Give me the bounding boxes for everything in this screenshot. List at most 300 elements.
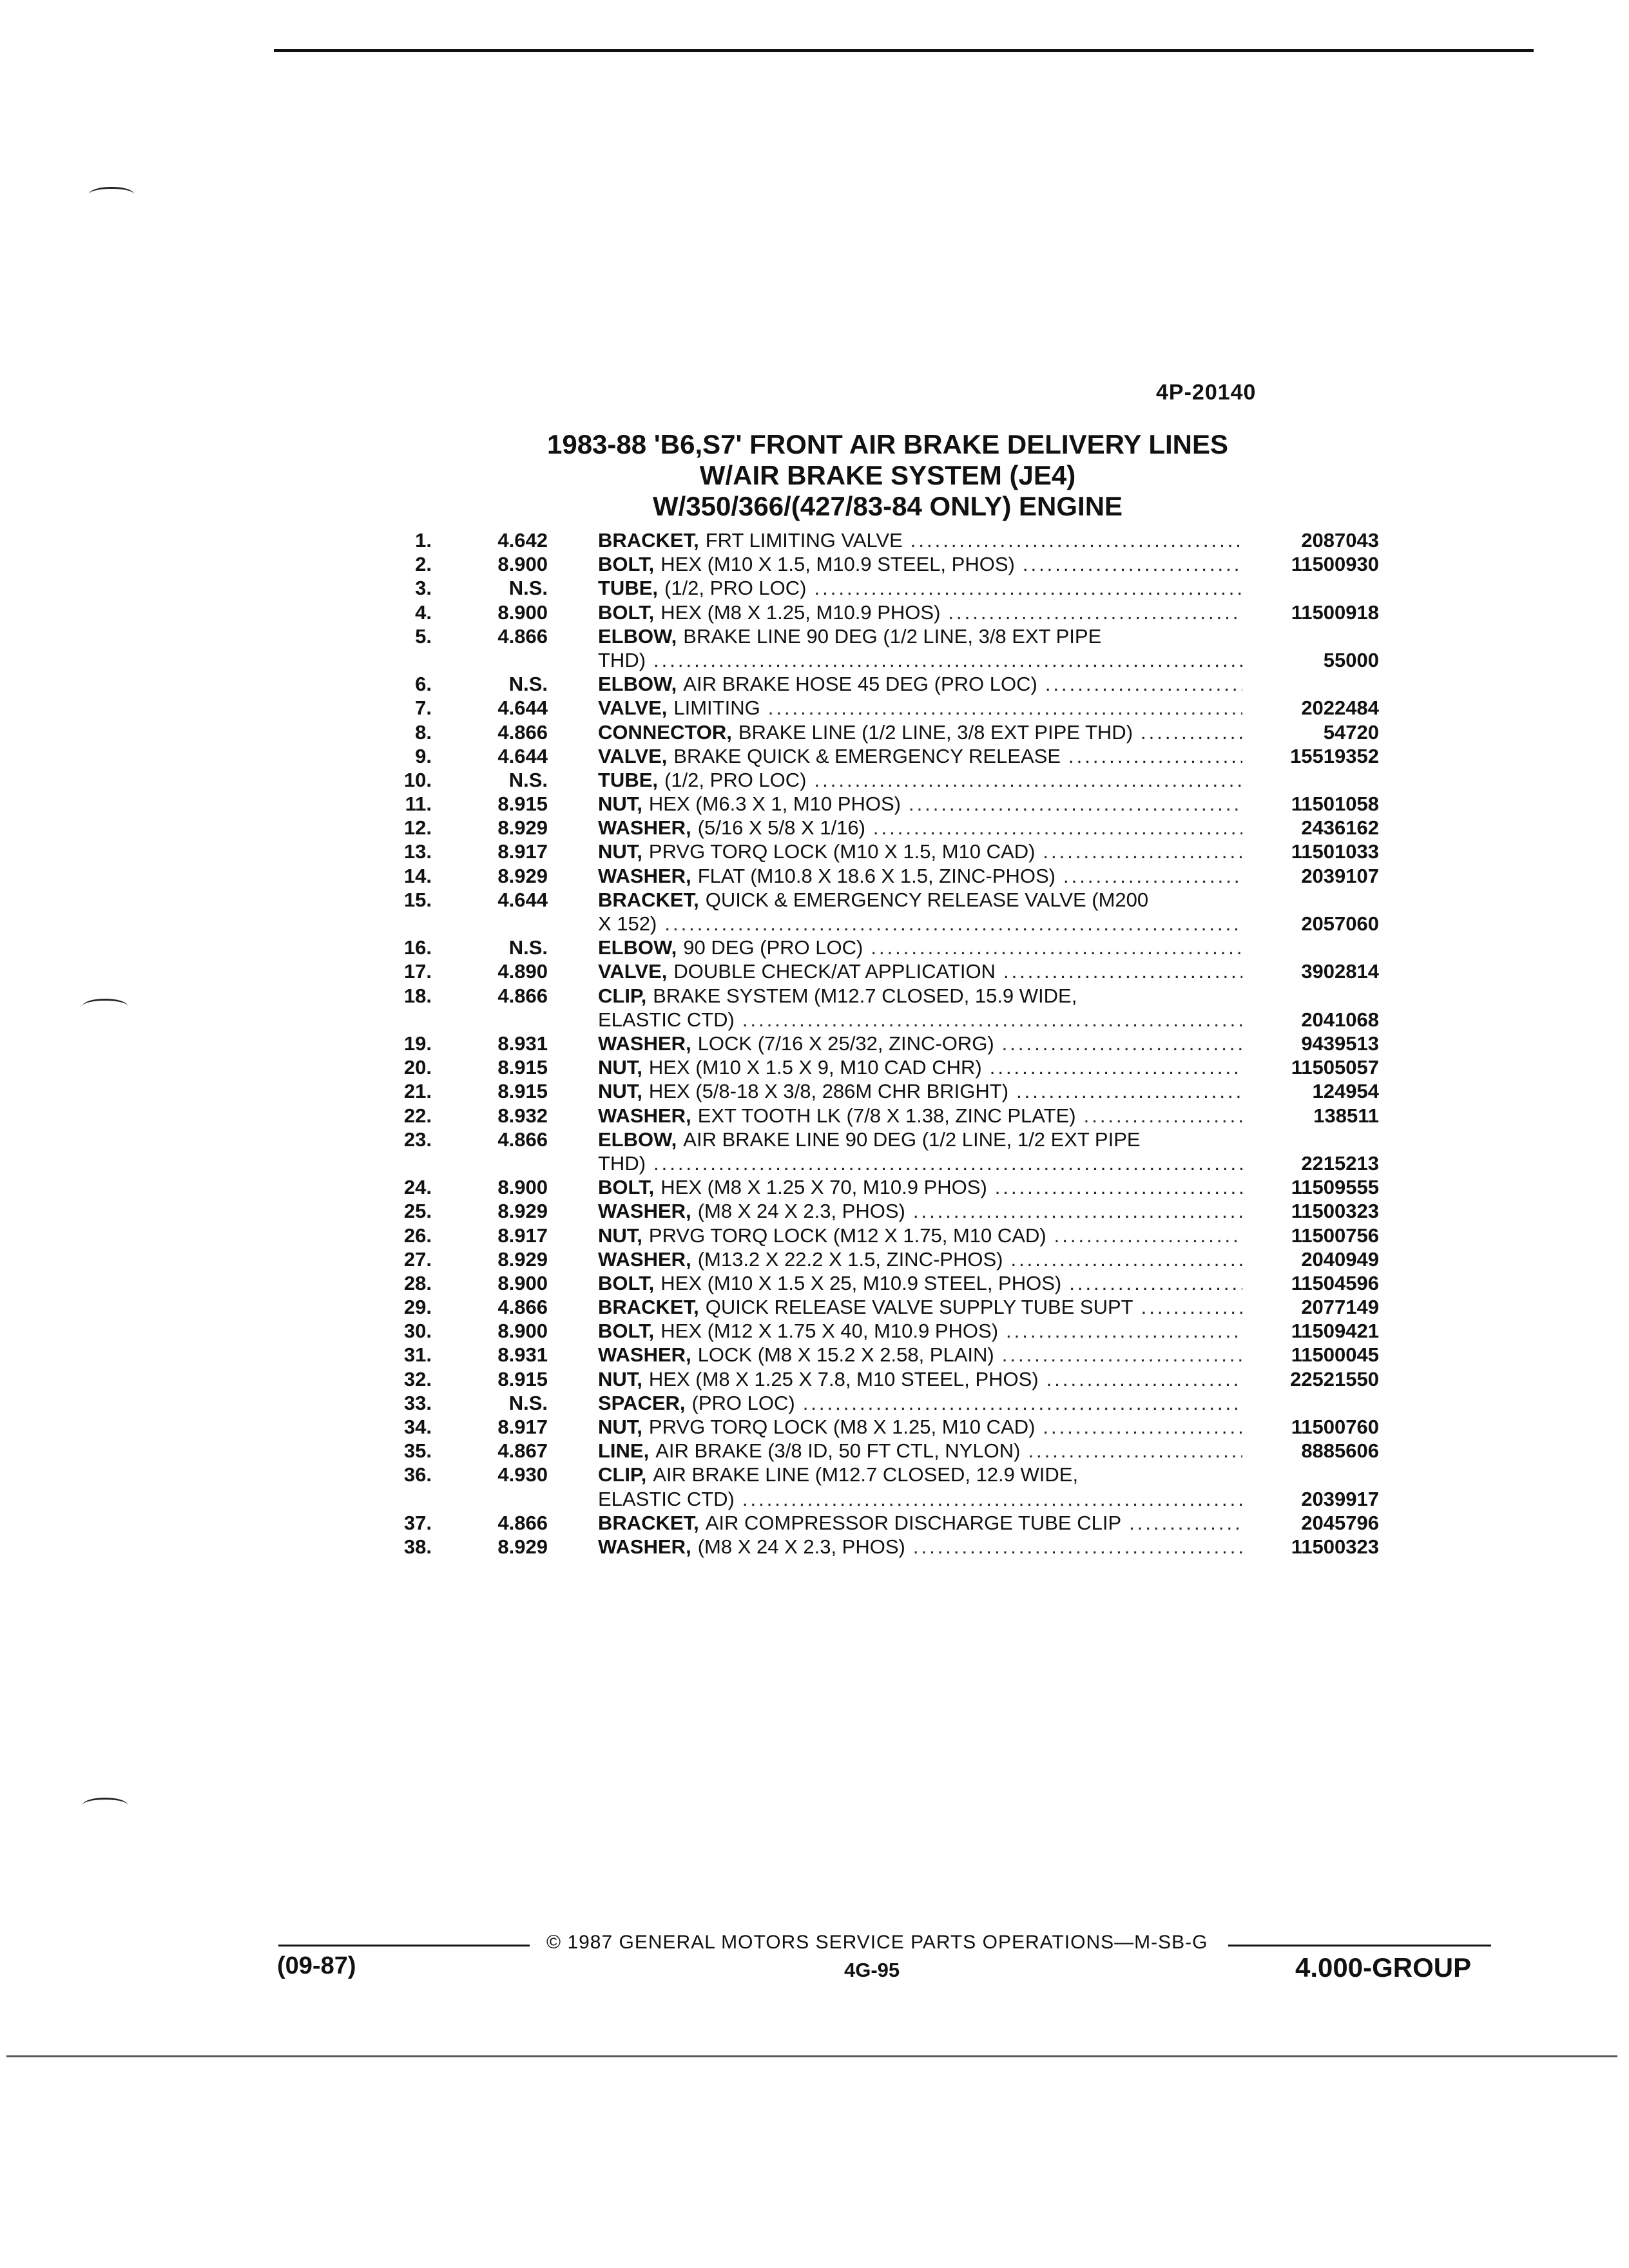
binder-hole-mark <box>82 1798 128 1812</box>
part-number: 2040949 <box>1301 1247 1379 1271</box>
item-number: 1. <box>415 529 432 552</box>
part-detail: AIR BRAKE (3/8 ID, 50 FT CTL, NYLON) <box>655 1439 1021 1463</box>
part-detail: FRT LIMITING VALVE <box>705 529 903 552</box>
part-detail: HEX (M10 X 1.5 X 25, M10.9 STEEL, PHOS) <box>660 1271 1062 1294</box>
part-row <box>0 1104 1629 1128</box>
dot-leader <box>1003 959 1242 983</box>
dot-leader <box>815 576 1243 600</box>
part-description <box>598 1535 1242 1559</box>
part-number: 2436162 <box>1301 816 1379 840</box>
dot-leader <box>1084 1104 1242 1128</box>
item-number: 24. <box>403 1176 432 1199</box>
part-name: WASHER, <box>598 1104 691 1127</box>
item-number: 7. <box>415 697 432 720</box>
part-name: WASHER, <box>598 1343 691 1367</box>
part-number: 11509555 <box>1291 1176 1379 1199</box>
part-detail: (1/2, PRO LOC) <box>664 768 807 791</box>
part-description <box>598 1079 1242 1103</box>
part-row <box>0 1439 1629 1463</box>
binder-hole-mark <box>89 187 134 202</box>
part-name: VALVE, <box>598 744 668 767</box>
part-description <box>598 1415 1242 1439</box>
part-description <box>598 576 1242 600</box>
part-row <box>0 528 1629 552</box>
part-name: VALVE, <box>598 960 668 983</box>
item-number: 38. <box>403 1535 432 1558</box>
group-code: 8.929 <box>497 1535 548 1558</box>
dot-leader <box>653 1151 1242 1175</box>
top-rule <box>274 49 1534 52</box>
item-number: 5. <box>415 624 432 648</box>
group-code: 4.866 <box>497 720 548 744</box>
dot-leader <box>909 792 1242 816</box>
dot-leader <box>1045 672 1242 696</box>
part-row <box>0 768 1629 792</box>
dot-leader <box>1141 1295 1242 1319</box>
group-code: N.S. <box>508 936 548 959</box>
footer-rule-right <box>1228 1945 1491 1946</box>
part-description <box>598 696 1242 720</box>
dot-leader <box>911 528 1242 552</box>
dot-leader <box>1063 864 1242 888</box>
dot-leader <box>873 816 1242 840</box>
item-number: 35. <box>403 1439 432 1463</box>
part-name: BOLT, <box>598 1271 655 1294</box>
part-detail: EXT TOOTH LK (7/8 X 1.38, ZINC PLATE) <box>697 1104 1076 1127</box>
page-number: 4G-95 <box>844 1959 900 1981</box>
item-number: 29. <box>403 1296 432 1319</box>
part-row <box>0 1247 1629 1271</box>
item-number: 21. <box>403 1080 432 1103</box>
part-detail: 90 DEG (PRO LOC) <box>683 936 863 959</box>
part-description <box>598 1247 1242 1271</box>
part-row <box>0 1055 1629 1079</box>
part-name: BOLT, <box>598 553 655 576</box>
dot-leader <box>1046 1367 1242 1391</box>
dot-leader <box>664 912 1242 936</box>
group-code: N.S. <box>508 1391 548 1414</box>
dot-leader <box>742 1008 1242 1032</box>
part-row <box>0 720 1629 744</box>
group-code: 8.917 <box>497 1416 548 1438</box>
part-row <box>0 1128 1629 1175</box>
dot-leader <box>803 1391 1242 1415</box>
part-detail: (M8 X 24 X 2.3, PHOS) <box>697 1535 905 1558</box>
part-detail: LIMITING <box>673 697 760 720</box>
part-name: LINE, <box>598 1439 650 1463</box>
part-description <box>598 528 1242 552</box>
part-row <box>0 1367 1629 1391</box>
dot-leader <box>1006 1319 1242 1343</box>
part-detail-continued: ELASTIC CTD) <box>598 1008 735 1031</box>
part-description <box>598 1128 1242 1175</box>
part-number: 11500045 <box>1291 1343 1379 1367</box>
part-description <box>598 1343 1242 1367</box>
part-description <box>598 1511 1242 1535</box>
dot-leader <box>768 696 1242 720</box>
part-number: 11500756 <box>1291 1224 1379 1247</box>
item-number: 22. <box>403 1104 432 1127</box>
part-description <box>598 1224 1242 1247</box>
part-row <box>0 744 1629 768</box>
part-description <box>598 720 1242 744</box>
part-row <box>0 1463 1629 1510</box>
part-detail: AIR BRAKE HOSE 45 DEG (PRO LOC) <box>683 673 1037 696</box>
part-name: BOLT, <box>598 601 655 624</box>
part-description <box>598 672 1242 696</box>
item-number: 31. <box>403 1343 432 1367</box>
part-description <box>598 1319 1242 1343</box>
part-description <box>598 984 1242 1032</box>
dot-leader <box>1023 552 1242 576</box>
part-row <box>0 888 1629 936</box>
part-name: WASHER, <box>598 1247 691 1271</box>
group-code: 8.929 <box>497 816 548 840</box>
part-row <box>0 552 1629 576</box>
dot-leader <box>742 1487 1242 1511</box>
part-detail: BRAKE LINE 90 DEG (1/2 LINE, 3/8 EXT PIPE <box>683 624 1102 648</box>
item-number: 8. <box>415 720 432 744</box>
item-number: 19. <box>403 1032 432 1055</box>
parts-list <box>0 528 1629 1559</box>
part-description <box>598 936 1242 959</box>
item-number: 4. <box>415 601 432 624</box>
dot-leader <box>653 648 1242 672</box>
item-number: 12. <box>403 816 432 840</box>
item-number: 3. <box>415 577 432 600</box>
part-description <box>598 624 1242 672</box>
part-detail: AIR COMPRESSOR DISCHARGE TUBE CLIP <box>705 1511 1122 1534</box>
group-code: 8.929 <box>497 1247 548 1271</box>
part-detail-continued: THD) <box>598 1151 646 1175</box>
part-detail: (M8 X 24 X 2.3, PHOS) <box>697 1200 905 1223</box>
item-number: 13. <box>403 840 432 863</box>
group-code: 4.866 <box>497 984 548 1007</box>
part-name: CLIP, <box>598 984 647 1007</box>
part-detail: LOCK (7/16 X 25/32, ZINC-ORG) <box>697 1032 994 1055</box>
group-code: 8.929 <box>497 1200 548 1223</box>
part-detail: BRAKE QUICK & EMERGENCY RELEASE <box>673 744 1061 767</box>
part-row <box>0 1415 1629 1439</box>
part-row <box>0 1175 1629 1199</box>
part-name: BRACKET, <box>598 888 699 911</box>
part-detail: PRVG TORQ LOCK (M12 X 1.75, M10 CAD) <box>648 1224 1046 1247</box>
part-number: 9439513 <box>1301 1032 1379 1055</box>
part-number: 2039917 <box>1301 1487 1379 1510</box>
part-number: 11504596 <box>1291 1271 1379 1294</box>
part-row <box>0 1511 1629 1535</box>
part-detail: BRAKE SYSTEM (M12.7 CLOSED, 15.9 WIDE, <box>653 984 1077 1007</box>
part-detail: (1/2, PRO LOC) <box>664 577 807 600</box>
part-detail: HEX (5/8-18 X 3/8, 286M CHR BRIGHT) <box>648 1080 1009 1103</box>
item-number: 30. <box>403 1320 432 1343</box>
part-name: SPACER, <box>598 1391 686 1414</box>
dot-leader <box>1010 1247 1242 1271</box>
part-row <box>0 816 1629 840</box>
part-name: BRACKET, <box>598 529 699 552</box>
part-description <box>598 1032 1242 1055</box>
dot-leader <box>1068 744 1242 768</box>
item-number: 32. <box>403 1367 432 1390</box>
dot-leader <box>1016 1079 1242 1103</box>
item-number: 17. <box>403 960 432 983</box>
part-row <box>0 936 1629 959</box>
group-code: 4.866 <box>497 1296 548 1319</box>
dot-leader <box>815 768 1243 792</box>
group-code: 4.867 <box>497 1439 548 1463</box>
dot-leader <box>995 1175 1242 1199</box>
part-detail: FLAT (M10.8 X 18.6 X 1.5, ZINC-PHOS) <box>697 864 1055 887</box>
part-description <box>598 816 1242 840</box>
part-detail: DOUBLE CHECK/AT APPLICATION <box>673 960 996 983</box>
part-name: ELBOW, <box>598 936 677 959</box>
part-row <box>0 1295 1629 1319</box>
group-code: N.S. <box>508 673 548 696</box>
part-detail: HEX (M10 X 1.5, M10.9 STEEL, PHOS) <box>660 553 1015 576</box>
part-name: ELBOW, <box>598 624 677 648</box>
dot-leader <box>1069 1271 1242 1295</box>
part-name: BRACKET, <box>598 1511 699 1534</box>
part-detail: HEX (M8 X 1.25 X 7.8, M10 STEEL, PHOS) <box>648 1367 1039 1390</box>
part-number: 11505057 <box>1291 1056 1379 1079</box>
part-row <box>0 1271 1629 1295</box>
item-number: 23. <box>403 1128 432 1151</box>
part-name: NUT, <box>598 1056 642 1079</box>
part-description <box>598 744 1242 768</box>
part-description <box>598 792 1242 816</box>
part-row <box>0 601 1629 624</box>
part-detail: AIR BRAKE LINE 90 DEG (1/2 LINE, 1/2 EXT PIPE <box>683 1128 1141 1151</box>
part-name: TUBE, <box>598 768 658 791</box>
part-detail: BRAKE LINE (1/2 LINE, 3/8 EXT PIPE THD) <box>738 720 1133 744</box>
part-row <box>0 1224 1629 1247</box>
group-code: 4.866 <box>497 624 548 648</box>
page-title-line-3: W/350/366/(427/83-84 ONLY) ENGINE <box>652 491 1123 521</box>
item-number: 11. <box>405 793 432 816</box>
group-code: 4.930 <box>497 1463 548 1486</box>
part-detail-continued: X 152) <box>598 912 657 936</box>
group-code: 8.900 <box>497 1271 548 1294</box>
item-number: 26. <box>403 1224 432 1247</box>
part-description <box>598 1439 1242 1463</box>
part-row <box>0 696 1629 720</box>
revision-date: (09-87) <box>277 1952 356 1979</box>
group-code: 4.866 <box>497 1128 548 1151</box>
dot-leader <box>871 936 1242 959</box>
part-description <box>598 768 1242 792</box>
dot-leader <box>990 1055 1242 1079</box>
part-number: 2087043 <box>1301 529 1379 552</box>
part-row <box>0 959 1629 983</box>
part-number: 11500760 <box>1291 1416 1379 1438</box>
part-number: 11501058 <box>1291 793 1379 816</box>
part-description <box>598 601 1242 624</box>
part-number: 2039107 <box>1301 864 1379 887</box>
group-code: 8.900 <box>497 1320 548 1343</box>
part-row <box>0 1032 1629 1055</box>
part-detail-continued: ELASTIC CTD) <box>598 1487 735 1510</box>
part-detail: QUICK & EMERGENCY RELEASE VALVE (M200 <box>705 888 1149 911</box>
part-name: NUT, <box>598 1367 642 1390</box>
part-row <box>0 1535 1629 1559</box>
group-code: 8.931 <box>497 1343 548 1367</box>
part-name: BRACKET, <box>598 1296 699 1319</box>
part-name: ELBOW, <box>598 1128 677 1151</box>
part-number: 2022484 <box>1301 697 1379 720</box>
part-row <box>0 792 1629 816</box>
group-code: 4.644 <box>497 888 548 911</box>
copyright-notice: © 1987 GENERAL MOTORS SERVICE PARTS OPERATIONS—M-SB-G <box>546 1932 1208 1953</box>
bottom-rule <box>6 2055 1617 2057</box>
document-id: 4P-20140 <box>1156 380 1257 405</box>
part-row <box>0 984 1629 1032</box>
item-number: 25. <box>403 1200 432 1223</box>
part-number: 11509421 <box>1291 1320 1379 1343</box>
part-row <box>0 1343 1629 1367</box>
part-description <box>598 1199 1242 1223</box>
part-number: 2077149 <box>1301 1296 1379 1319</box>
group-code: 8.915 <box>497 1367 548 1390</box>
part-number: 55000 <box>1323 648 1379 671</box>
item-number: 15. <box>403 888 432 911</box>
part-row <box>0 864 1629 888</box>
part-name: WASHER, <box>598 816 691 840</box>
item-number: 14. <box>403 864 432 887</box>
part-detail: PRVG TORQ LOCK (M10 X 1.5, M10 CAD) <box>648 840 1036 863</box>
part-name: WASHER, <box>598 1200 691 1223</box>
part-detail-continued: THD) <box>598 648 646 671</box>
item-number: 36. <box>403 1463 432 1486</box>
group-code: N.S. <box>508 768 548 791</box>
part-detail: HEX (M8 X 1.25 X 70, M10.9 PHOS) <box>660 1176 987 1199</box>
part-name: CONNECTOR, <box>598 720 732 744</box>
part-name: WASHER, <box>598 864 691 887</box>
part-name: BOLT, <box>598 1176 655 1199</box>
item-number: 34. <box>403 1416 432 1438</box>
part-row <box>0 1319 1629 1343</box>
part-name: BOLT, <box>598 1320 655 1343</box>
page-title-line-2: W/AIR BRAKE SYSTEM (JE4) <box>699 460 1076 490</box>
dot-leader <box>1054 1224 1242 1247</box>
dot-leader <box>1002 1343 1242 1367</box>
part-number: 11501033 <box>1291 840 1379 863</box>
group-code: 8.931 <box>497 1032 548 1055</box>
dot-leader <box>1129 1511 1242 1535</box>
dot-leader <box>948 601 1242 624</box>
part-number: 11500323 <box>1291 1200 1379 1223</box>
part-description <box>598 864 1242 888</box>
part-name: NUT, <box>598 840 642 863</box>
part-number: 11500930 <box>1291 553 1379 576</box>
part-name: WASHER, <box>598 1032 691 1055</box>
part-row <box>0 1079 1629 1103</box>
part-description <box>598 1367 1242 1391</box>
part-name: ELBOW, <box>598 673 677 696</box>
part-description <box>598 1271 1242 1295</box>
part-row <box>0 672 1629 696</box>
group-code: 8.900 <box>497 553 548 576</box>
part-number: 2215213 <box>1301 1151 1379 1175</box>
group-code: 8.900 <box>497 1176 548 1199</box>
part-description <box>598 840 1242 863</box>
dot-leader <box>913 1199 1242 1223</box>
part-detail: HEX (M6.3 X 1, M10 PHOS) <box>648 793 901 816</box>
part-row <box>0 624 1629 672</box>
part-number: 2041068 <box>1301 1008 1379 1031</box>
dot-leader <box>913 1535 1242 1559</box>
part-detail: QUICK RELEASE VALVE SUPPLY TUBE SUPT <box>705 1296 1133 1319</box>
part-description <box>598 552 1242 576</box>
part-name: NUT, <box>598 1080 642 1103</box>
part-description <box>598 888 1242 936</box>
part-detail: LOCK (M8 X 15.2 X 2.58, PLAIN) <box>697 1343 994 1367</box>
dot-leader <box>1002 1032 1242 1055</box>
part-name: TUBE, <box>598 577 658 600</box>
dot-leader <box>1028 1439 1242 1463</box>
item-number: 27. <box>403 1247 432 1271</box>
group-code: 8.917 <box>497 840 548 863</box>
part-name: NUT, <box>598 1224 642 1247</box>
part-number: 22521550 <box>1290 1367 1379 1390</box>
part-number: 2045796 <box>1301 1511 1379 1534</box>
part-number: 3902814 <box>1301 960 1379 983</box>
part-name: NUT, <box>598 793 642 816</box>
part-description <box>598 1104 1242 1128</box>
item-number: 10. <box>403 768 432 791</box>
part-detail: HEX (M8 X 1.25, M10.9 PHOS) <box>660 601 941 624</box>
item-number: 28. <box>403 1271 432 1294</box>
part-number: 11500918 <box>1291 601 1379 624</box>
group-code: 8.915 <box>497 1080 548 1103</box>
part-number: 11500323 <box>1291 1535 1379 1558</box>
part-number: 15519352 <box>1290 744 1379 767</box>
group-code: 8.929 <box>497 864 548 887</box>
part-description <box>598 1463 1242 1510</box>
item-number: 37. <box>403 1511 432 1534</box>
dot-leader <box>1043 1415 1242 1439</box>
group-code: 4.642 <box>497 529 548 552</box>
part-number: 8885606 <box>1301 1439 1379 1463</box>
part-description <box>598 1295 1242 1319</box>
part-detail: AIR BRAKE LINE (M12.7 CLOSED, 12.9 WIDE, <box>653 1463 1079 1486</box>
group-code: N.S. <box>508 577 548 600</box>
item-number: 16. <box>403 936 432 959</box>
part-row <box>0 840 1629 863</box>
group-code: 4.890 <box>497 960 548 983</box>
group-code: 8.917 <box>497 1224 548 1247</box>
part-row <box>0 576 1629 600</box>
group-code: 4.644 <box>497 744 548 767</box>
part-description <box>598 959 1242 983</box>
item-number: 6. <box>415 673 432 696</box>
part-detail: (M13.2 X 22.2 X 1.5, ZINC-PHOS) <box>697 1247 1003 1271</box>
part-detail: PRVG TORQ LOCK (M8 X 1.25, M10 CAD) <box>648 1416 1036 1438</box>
item-number: 9. <box>415 744 432 767</box>
group-number: 4.000-GROUP <box>1295 1952 1472 1983</box>
part-name: VALVE, <box>598 697 668 720</box>
group-code: 4.866 <box>497 1511 548 1534</box>
part-number: 124954 <box>1312 1080 1379 1103</box>
part-detail: HEX (M10 X 1.5 X 9, M10 CAD CHR) <box>648 1056 982 1079</box>
item-number: 20. <box>403 1056 432 1079</box>
dot-leader <box>1141 720 1242 744</box>
part-row <box>0 1391 1629 1415</box>
part-detail: (5/16 X 5/8 X 1/16) <box>697 816 865 840</box>
page-title-line-1: 1983-88 'B6,S7' FRONT AIR BRAKE DELIVERY LINES <box>546 429 1228 459</box>
group-code: 8.915 <box>497 793 548 816</box>
part-description <box>598 1055 1242 1079</box>
group-code: 8.915 <box>497 1056 548 1079</box>
